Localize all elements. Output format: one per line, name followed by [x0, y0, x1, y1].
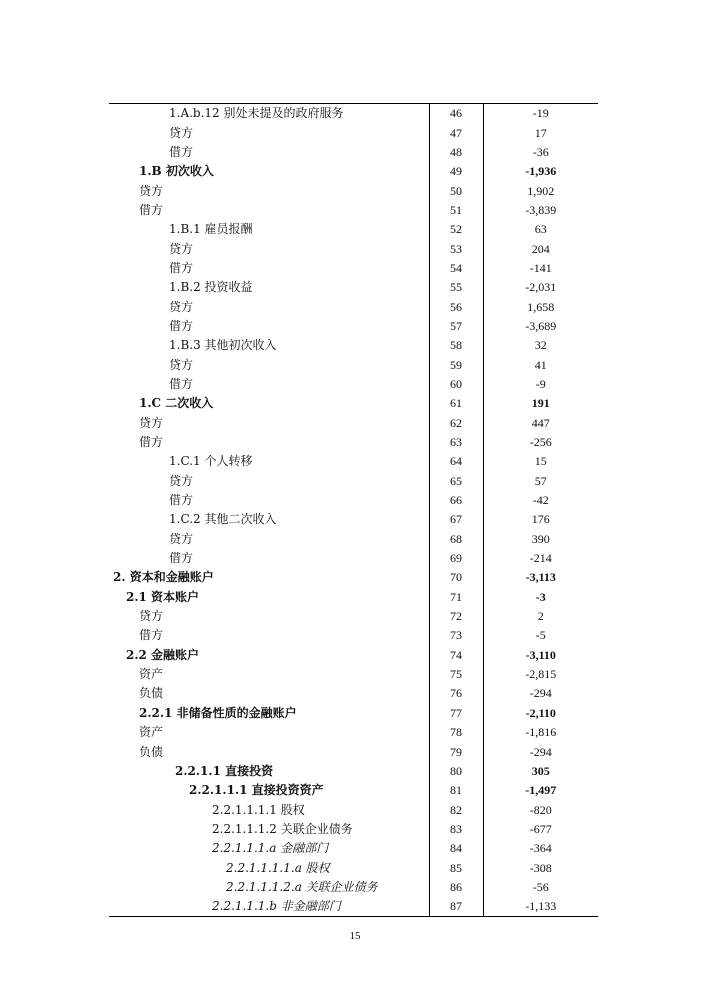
row-line-number: 51: [429, 201, 483, 220]
row-label: 贷方: [169, 473, 194, 488]
row-line-number: 84: [429, 839, 483, 858]
table-row: [109, 472, 598, 491]
row-value: 204: [531, 241, 550, 256]
table-row: [109, 723, 598, 742]
row-line-number: 56: [429, 297, 483, 316]
row-label: 1.B.1 雇员报酬: [169, 222, 253, 237]
row-value: -19: [532, 106, 549, 121]
row-value: -308: [529, 860, 552, 875]
table-row: [109, 510, 598, 529]
row-value: 1,902: [527, 183, 555, 198]
row-line-number: 50: [429, 181, 483, 200]
row-line-number: 83: [429, 820, 483, 839]
row-value: -294: [529, 744, 552, 759]
row-line-number: 79: [429, 742, 483, 761]
row-value: 15: [534, 454, 547, 469]
table-body: [109, 104, 598, 917]
row-label: 1.C.1 个人转移: [169, 454, 253, 469]
row-line-number: 57: [429, 317, 483, 336]
row-line-number: 71: [429, 588, 483, 607]
row-label: 贷方: [139, 415, 164, 430]
row-value: 1,658: [527, 299, 555, 314]
row-value: -2,110: [525, 705, 556, 720]
table-row: [109, 433, 598, 452]
row-line-number: 54: [429, 259, 483, 278]
row-line-number: 70: [429, 568, 483, 587]
row-line-number: 46: [429, 104, 483, 124]
row-value: -2,031: [525, 280, 557, 295]
table-row: [109, 317, 598, 336]
row-label: 2.2.1.1.1.2 关联企业债务: [212, 821, 353, 836]
row-value: 176: [531, 512, 550, 527]
row-line-number: 65: [429, 472, 483, 491]
table-row: [109, 820, 598, 839]
row-line-number: 69: [429, 549, 483, 568]
row-value: -3,113: [525, 570, 556, 585]
row-value: -42: [532, 493, 549, 508]
row-label: 贷方: [169, 531, 194, 546]
row-label: 2.2.1.1.1.1.a 股权: [226, 860, 330, 875]
row-line-number: 61: [429, 394, 483, 413]
table-row: [109, 259, 598, 278]
page-number: 15: [349, 930, 361, 942]
table-row: [109, 181, 598, 200]
row-line-number: 85: [429, 858, 483, 877]
row-value: 305: [531, 763, 550, 778]
row-line-number: 68: [429, 530, 483, 549]
row-value: -9: [535, 376, 546, 391]
table-row: [109, 549, 598, 568]
table-row: [109, 530, 598, 549]
table-row: [109, 607, 598, 626]
row-label: 贷方: [169, 241, 194, 256]
row-label: 借方: [169, 144, 194, 159]
table-row: [109, 375, 598, 394]
row-value: 447: [531, 415, 550, 430]
row-label: 借方: [169, 318, 194, 333]
row-label: 2.2.1.1.1.2.a 关联企业债务: [226, 879, 378, 894]
table-row: [109, 588, 598, 607]
row-line-number: 77: [429, 704, 483, 723]
row-line-number: 48: [429, 143, 483, 162]
table-row: [109, 220, 598, 239]
table-row: [109, 839, 598, 858]
table-row: [109, 626, 598, 645]
row-label: 资产: [139, 667, 164, 682]
row-value: 191: [531, 396, 550, 411]
row-label: 2.2.1.1 直接投资: [175, 763, 274, 778]
row-label: 1.C.2 其他二次收入: [169, 512, 277, 527]
row-value: -364: [529, 841, 552, 856]
table-row: [109, 800, 598, 819]
row-line-number: 55: [429, 278, 483, 297]
table-row: [109, 704, 598, 723]
table-row: [109, 897, 598, 917]
row-value: 41: [534, 357, 547, 372]
row-label: 借方: [169, 493, 194, 508]
row-line-number: 52: [429, 220, 483, 239]
row-line-number: 78: [429, 723, 483, 742]
row-value: -1,497: [525, 783, 557, 798]
row-line-number: 80: [429, 762, 483, 781]
table-row: [109, 355, 598, 374]
row-label: 2.2.1.1.1.1 股权: [212, 802, 305, 817]
table-row: [109, 684, 598, 703]
table-row: [109, 742, 598, 761]
table-row: [109, 665, 598, 684]
row-value: -1,936: [525, 164, 557, 179]
row-value: -3,110: [525, 647, 556, 662]
table-row: [109, 394, 598, 413]
row-label: 借方: [169, 260, 194, 275]
row-line-number: 67: [429, 510, 483, 529]
row-label: 借方: [139, 202, 164, 217]
row-value: -2,815: [525, 667, 557, 682]
table-row: [109, 781, 598, 800]
table-row: [109, 123, 598, 142]
row-value: -1,816: [525, 725, 557, 740]
table-row: [109, 278, 598, 297]
row-line-number: 87: [429, 897, 483, 917]
row-label: 2. 资本和金融账户: [113, 570, 214, 585]
row-value: -36: [532, 144, 549, 159]
row-label: 借方: [169, 376, 194, 391]
row-line-number: 64: [429, 452, 483, 471]
row-value: -1,133: [525, 899, 557, 914]
table-row: [109, 414, 598, 433]
row-value: -294: [529, 686, 552, 701]
balance-of-payments-table: [109, 103, 598, 917]
row-label: 2.2 金融账户: [126, 647, 200, 662]
table-row: [109, 297, 598, 316]
table-row: [109, 201, 598, 220]
table-row: [109, 858, 598, 877]
row-label: 贷方: [169, 125, 194, 140]
table-row: [109, 162, 598, 181]
row-value: -256: [529, 435, 552, 450]
row-value: -141: [529, 260, 552, 275]
row-value: -5: [535, 628, 546, 643]
row-line-number: 58: [429, 336, 483, 355]
table-row: [109, 762, 598, 781]
row-label: 资产: [139, 725, 164, 740]
row-value: -820: [529, 802, 552, 817]
table-row: [109, 143, 598, 162]
row-label: 借方: [139, 628, 164, 643]
row-line-number: 53: [429, 239, 483, 258]
row-value: -3,839: [525, 202, 557, 217]
row-label: 1.B.2 投资收益: [169, 280, 253, 295]
row-value: 2: [537, 609, 544, 624]
table-row: [109, 336, 598, 355]
row-line-number: 81: [429, 781, 483, 800]
row-line-number: 76: [429, 684, 483, 703]
row-label: 借方: [139, 435, 164, 450]
table-row: [109, 239, 598, 258]
row-label: 2.2.1.1.1.a 金融部门: [212, 841, 329, 856]
row-label: 2.2.1 非储备性质的金融账户: [139, 705, 297, 720]
row-line-number: 74: [429, 646, 483, 665]
row-label: 1.A.b.12 别处未提及的政府服务: [169, 106, 344, 121]
row-value: 63: [534, 222, 547, 237]
row-line-number: 62: [429, 414, 483, 433]
row-value: -56: [532, 879, 549, 894]
row-line-number: 47: [429, 123, 483, 142]
table-row: [109, 646, 598, 665]
row-value: 32: [534, 338, 547, 353]
row-label: 贷方: [139, 609, 164, 624]
row-line-number: 63: [429, 433, 483, 452]
row-value: -3,689: [525, 318, 557, 333]
row-label: 贷方: [169, 299, 194, 314]
row-label: 负债: [139, 686, 164, 701]
row-value: -3: [535, 589, 546, 604]
row-label: 借方: [169, 551, 194, 566]
table-row: [109, 491, 598, 510]
row-value: -677: [529, 821, 552, 836]
row-value: -214: [529, 551, 552, 566]
row-line-number: 66: [429, 491, 483, 510]
table-row: [109, 452, 598, 471]
row-line-number: 59: [429, 355, 483, 374]
row-label: 2.2.1.1.1 直接投资资产: [189, 783, 324, 798]
row-line-number: 82: [429, 800, 483, 819]
row-line-number: 73: [429, 626, 483, 645]
row-label: 贷方: [139, 183, 164, 198]
table-row: [109, 568, 598, 587]
row-line-number: 49: [429, 162, 483, 181]
row-label: 2.1 资本账户: [126, 589, 200, 604]
row-label: 2.2.1.1.1.b 非金融部门: [212, 899, 341, 914]
row-line-number: 60: [429, 375, 483, 394]
table-row: [109, 878, 598, 897]
row-label: 负债: [139, 744, 164, 759]
row-label: 1.B.3 其他初次收入: [169, 338, 277, 353]
row-label: 1.B 初次收入: [139, 164, 214, 179]
row-line-number: 86: [429, 878, 483, 897]
row-value: 57: [534, 473, 547, 488]
row-value: 390: [531, 531, 550, 546]
table-row: [109, 104, 598, 124]
row-label: 1.C 二次收入: [139, 396, 214, 411]
row-line-number: 75: [429, 665, 483, 684]
row-value: 17: [534, 125, 547, 140]
row-line-number: 72: [429, 607, 483, 626]
row-label: 贷方: [169, 357, 194, 372]
